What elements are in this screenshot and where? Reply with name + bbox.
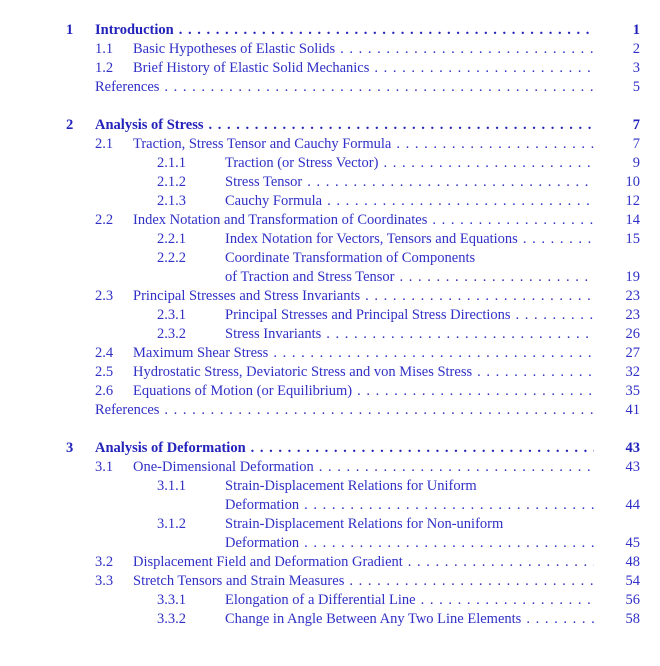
entry-title: Stress Invariants — [225, 326, 322, 342]
entry-number: 2.1 — [95, 136, 114, 152]
entry-number: 2.4 — [95, 345, 114, 361]
entry-number: 2.3.1 — [157, 307, 186, 323]
entry-title: Strain-Displacement Relations for Non-uniform — [225, 516, 504, 532]
entry-page: 15 — [625, 231, 640, 247]
toc-entry-chapter-3[interactable] — [0, 439, 640, 458]
entry-page: 1 — [632, 22, 640, 38]
dot-leader — [327, 192, 594, 211]
entry-page: 23 — [625, 307, 640, 323]
entry-page: 23 — [625, 288, 640, 304]
entry-title: Strain-Displacement Relations for Uniform — [225, 478, 477, 494]
dot-leader — [374, 59, 594, 78]
toc-entry-3-2[interactable] — [0, 553, 640, 572]
entry-number: 2.1.3 — [157, 193, 186, 209]
entry-page: 7 — [632, 117, 640, 133]
dot-leader — [357, 382, 594, 401]
entry-title: Hydrostatic Stress, Deviatoric Stress and von Mises Stress — [133, 364, 473, 380]
entry-title: Principal Stresses and Principal Stress Directions — [225, 307, 511, 323]
toc-entry-3-3-1[interactable] — [0, 591, 640, 610]
entry-title: Stress Tensor — [225, 174, 303, 190]
entry-title: Displacement Field and Deformation Gradient — [133, 554, 403, 570]
entry-number: 1 — [66, 22, 74, 38]
entry-title: Maximum Shear Stress — [133, 345, 269, 361]
entry-title: Principal Stresses and Stress Invariants — [133, 288, 361, 304]
dot-leader — [421, 591, 594, 610]
dot-leader — [408, 553, 594, 572]
entry-page: 54 — [625, 573, 640, 589]
toc-entry-2-2-2-continued[interactable] — [0, 268, 640, 287]
entry-title: Introduction — [95, 22, 174, 38]
toc-entry-2-2-1[interactable] — [0, 230, 640, 249]
toc-entry-3-3-2[interactable] — [0, 610, 640, 629]
dot-leader — [432, 211, 594, 230]
entry-number: 2.1.2 — [157, 174, 186, 190]
entry-number: 2.2.2 — [157, 250, 186, 266]
entry-page: 41 — [625, 402, 640, 418]
entry-page: 26 — [625, 326, 640, 342]
entry-title: Analysis of Deformation — [95, 440, 246, 456]
entry-page: 43 — [625, 440, 640, 456]
toc-entry-2-2[interactable] — [0, 211, 640, 230]
entry-title: Stretch Tensors and Strain Measures — [133, 573, 345, 589]
toc-entry-chapter-1[interactable] — [0, 21, 640, 40]
toc-entry-2-1-2[interactable] — [0, 173, 640, 192]
entry-title: Elongation of a Differential Line — [225, 592, 416, 608]
toc-entry-2-6[interactable] — [0, 382, 640, 401]
toc-entry-3-1-1-continued[interactable] — [0, 496, 640, 515]
entry-title: of Traction and Stress Tensor — [225, 269, 395, 285]
dot-leader — [319, 458, 594, 477]
entry-page: 2 — [632, 41, 640, 57]
dot-leader — [304, 534, 594, 553]
entry-number: 3.1 — [95, 459, 114, 475]
toc-entry-2-3-1[interactable] — [0, 306, 640, 325]
dot-leader — [209, 116, 595, 135]
entry-title: References — [95, 79, 160, 95]
dot-leader — [477, 363, 594, 382]
toc-entry-references-2[interactable] — [0, 401, 640, 420]
toc-entry-2-1[interactable] — [0, 135, 640, 154]
entry-page: 14 — [625, 212, 640, 228]
entry-page: 9 — [632, 155, 640, 171]
dot-leader — [523, 230, 594, 249]
toc-entry-2-1-3[interactable] — [0, 192, 640, 211]
entry-number: 2 — [66, 117, 74, 133]
entry-page: 44 — [625, 497, 640, 513]
toc-entry-3-1-2-continued[interactable] — [0, 534, 640, 553]
entry-title: Analysis of Stress — [95, 117, 204, 133]
entry-page: 12 — [625, 193, 640, 209]
entry-title: Brief History of Elastic Solid Mechanics — [133, 60, 370, 76]
entry-page: 3 — [632, 60, 640, 76]
entry-page: 19 — [625, 269, 640, 285]
entry-page: 48 — [625, 554, 640, 570]
entry-page: 5 — [632, 79, 640, 95]
entry-number: 2.2 — [95, 212, 114, 228]
entry-number: 1.1 — [95, 41, 114, 57]
entry-page: 7 — [632, 136, 640, 152]
entry-page: 27 — [625, 345, 640, 361]
toc-entry-chapter-2[interactable] — [0, 116, 640, 135]
entry-number: 3 — [66, 440, 74, 456]
entry-number: 3.3.1 — [157, 592, 186, 608]
entry-title: Traction, Stress Tensor and Cauchy Formula — [133, 136, 392, 152]
entry-title: Cauchy Formula — [225, 193, 323, 209]
entry-title: Traction (or Stress Vector) — [225, 155, 379, 171]
dot-leader — [164, 78, 594, 97]
dot-leader — [307, 173, 594, 192]
entry-title: Index Notation and Transformation of Coordinates — [133, 212, 428, 228]
toc-entry-3-3[interactable] — [0, 572, 640, 591]
entry-title: Coordinate Transformation of Components — [225, 250, 476, 266]
entry-title: References — [95, 402, 160, 418]
dot-leader — [383, 154, 594, 173]
toc-entry-3-1-2[interactable] — [0, 515, 640, 534]
toc-entry-1-2[interactable] — [0, 59, 640, 78]
entry-title: One-Dimensional Deformation — [133, 459, 314, 475]
toc-entry-2-2-2[interactable] — [0, 249, 640, 268]
toc-entry-2-5[interactable] — [0, 363, 640, 382]
entry-title: Equations of Motion (or Equilibrium) — [133, 383, 353, 399]
entry-number: 3.3.2 — [157, 611, 186, 627]
toc-entry-3-1[interactable] — [0, 458, 640, 477]
entry-number: 3.2 — [95, 554, 114, 570]
entry-number: 2.5 — [95, 364, 114, 380]
dot-leader — [396, 135, 594, 154]
entry-title: Deformation — [225, 535, 300, 551]
dot-leader — [400, 268, 595, 287]
dot-leader — [516, 306, 594, 325]
toc-entry-2-1-1[interactable] — [0, 154, 640, 173]
toc-entry-2-3[interactable] — [0, 287, 640, 306]
dot-leader — [304, 496, 594, 515]
entry-title: Deformation — [225, 497, 300, 513]
dot-leader — [273, 344, 594, 363]
dot-leader — [164, 401, 594, 420]
entry-page: 45 — [625, 535, 640, 551]
entry-page: 58 — [625, 611, 640, 627]
entry-number: 2.3.2 — [157, 326, 186, 342]
toc-entry-3-1-1[interactable] — [0, 477, 640, 496]
entry-page: 43 — [625, 459, 640, 475]
entry-page: 10 — [625, 174, 640, 190]
entry-title: Index Notation for Vectors, Tensors and Equations — [225, 231, 518, 247]
toc-entry-2-4[interactable] — [0, 344, 640, 363]
entry-page: 32 — [625, 364, 640, 380]
entry-number: 2.1.1 — [157, 155, 186, 171]
toc-entry-1-1[interactable] — [0, 40, 640, 59]
dot-leader — [349, 572, 594, 591]
entry-page: 56 — [625, 592, 640, 608]
entry-number: 3.1.2 — [157, 516, 186, 532]
dot-leader — [326, 325, 594, 344]
entry-page: 35 — [625, 383, 640, 399]
entry-title: Basic Hypotheses of Elastic Solids — [133, 41, 336, 57]
dot-leader — [365, 287, 594, 306]
entry-number: 1.2 — [95, 60, 114, 76]
toc-entry-references-1[interactable] — [0, 78, 640, 97]
dot-leader — [340, 40, 594, 59]
toc-entry-2-3-2[interactable] — [0, 325, 640, 344]
dot-leader — [251, 439, 594, 458]
dot-leader — [526, 610, 594, 629]
entry-number: 3.3 — [95, 573, 114, 589]
entry-number: 2.6 — [95, 383, 114, 399]
entry-number: 2.2.1 — [157, 231, 186, 247]
entry-number: 2.3 — [95, 288, 114, 304]
entry-number: 3.1.1 — [157, 478, 186, 494]
dot-leader — [179, 21, 594, 40]
entry-title: Change in Angle Between Any Two Line Elements — [225, 611, 522, 627]
